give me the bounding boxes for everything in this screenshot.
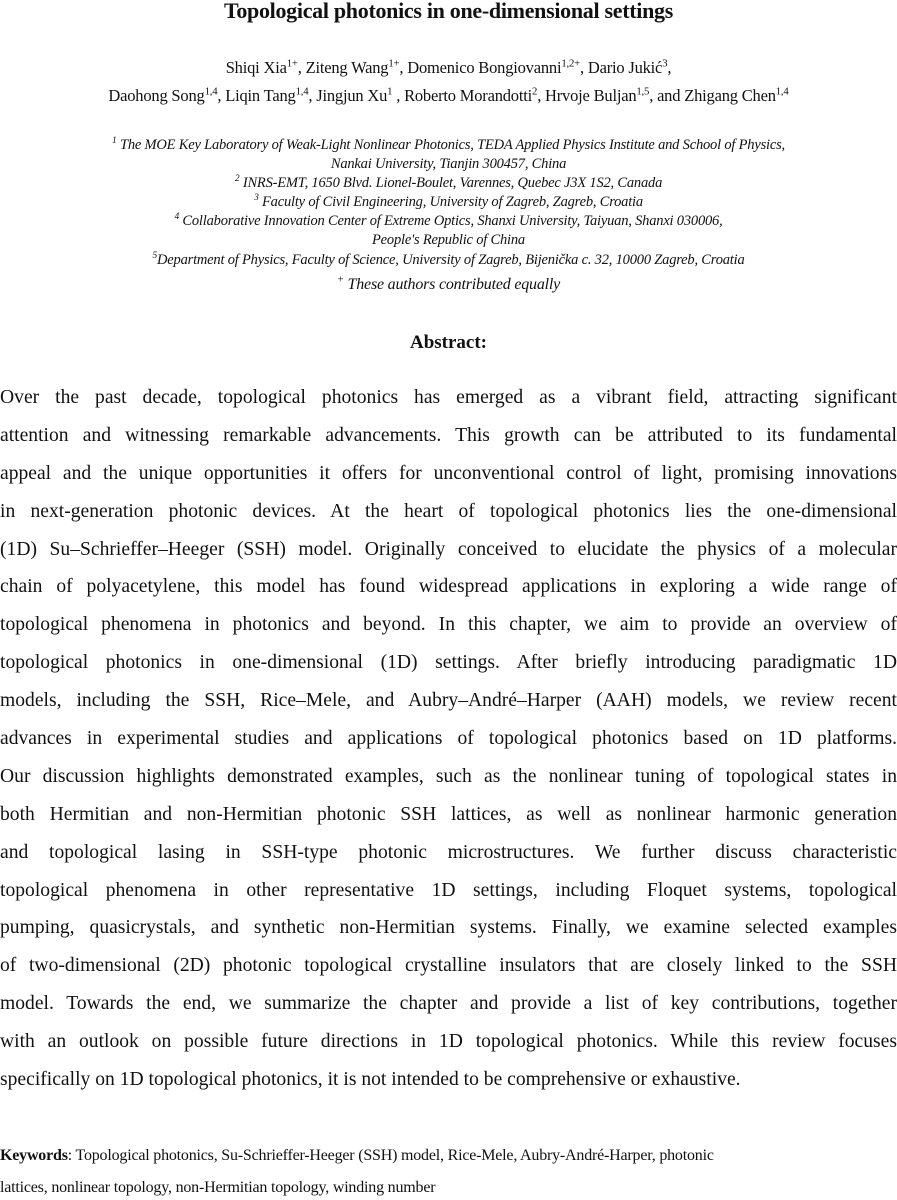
author-name: Jingjun Xu (316, 86, 388, 105)
affiliation-line (0, 194, 897, 211)
keywords-line-1 (0, 1147, 714, 1165)
abstract-line: topological phenomena in other representative 1D settings, including Floquet systems, topological (0, 879, 897, 901)
affiliation-line (0, 137, 897, 154)
abstract-line: with an outlook on possible future directions in 1D topological photonics. While this review focuses (0, 1031, 897, 1053)
abstract-line: (1D) Su–Schrieffer–Heeger (SSH) model. Originally conceived to elucidate the physics of a molecular (0, 538, 897, 560)
author-name: Domenico Bongiovanni (407, 58, 562, 77)
affiliation-number: 1 (112, 136, 117, 147)
abstract-line: topological phenomena in photonics and beyond. In this chapter, we aim to provide an overview of (0, 614, 897, 636)
abstract-line: models, including the SSH, Rice–Mele, and Aubry–André–Harper (AAH) models, we review recent (0, 690, 897, 712)
abstract-line: pumping, quasicrystals, and synthetic non-Hermitian systems. Finally, we examine selected examples (0, 917, 897, 939)
author-affiliation-mark: 3 (662, 57, 668, 70)
abstract-line: chain of polyacetylene, this model has found widespread applications in exploring a wide range of (0, 576, 897, 598)
abstract-line: of two-dimensional (2D) photonic topological crystalline insulators that are closely linked to the SSH (0, 955, 897, 977)
abstract-line: topological photonics in one-dimensional (1D) settings. After briefly introducing paradigmatic 1D (0, 652, 897, 674)
affiliation-text: These authors contributed equally (343, 276, 561, 293)
affiliation-text: People's Republic of China (372, 232, 525, 248)
affiliation-number: 2 (234, 174, 240, 185)
abstract-line: both Hermitian and non-Hermitian photonic SSH lattices, as well as nonlinear harmonic generation (0, 803, 897, 825)
affiliation-line (0, 276, 897, 294)
author-name: Roberto Morandotti (404, 86, 533, 105)
author-affiliation-mark: 1,4 (775, 85, 789, 98)
author-affiliation-mark: 1,4 (204, 85, 218, 98)
abstract-line: Our discussion highlights demonstrated examples, such as the nonlinear tuning of topological states in (0, 765, 897, 787)
affiliation-text: Nankai University, Tianjin 300457, China (330, 156, 567, 172)
author-list-line-2: Daohong Song$^{1,4}$, Liqin Tang$^{1,4}$, Jingjun Xu$^1$ , Roberto Morandotti$^2$, Hrvoje Buljan$^{1,5}$, and Zhigang Chen$^{1,4}$ (108, 85, 789, 105)
author-affiliation-mark: 1,5 (636, 85, 650, 98)
author-affiliation-mark: 1 (387, 85, 393, 98)
abstract-line: model. Towards the end, we summarize the chapter and provide a list of key contributions, together (0, 993, 897, 1015)
affiliation-text: The MOE Key Laboratory of Weak-Light Nonlinear Photonics, TEDA Applied Physics Institute and School of Physics, (116, 137, 785, 153)
affiliation-line (0, 232, 897, 249)
paper-title: Topological photonics in one-dimensional settings (223, 0, 674, 23)
affiliation-text: Faculty of Civil Engineering, University of Zagreb, Zagreb, Croatia (258, 194, 643, 210)
author-name: Ziteng Wang (305, 58, 389, 77)
author-affiliation-mark: 1+ (286, 57, 298, 70)
abstract-line: in next-generation photonic devices. At the heart of topological photonics lies the one-dimensional (0, 500, 897, 522)
author-name: Liqin Tang (225, 86, 296, 105)
affiliation-line (0, 213, 897, 230)
affiliation-text: Collaborative Innovation Center of Extreme Optics, Shanxi University, Taiyuan, Shanxi 030006, (178, 213, 723, 229)
abstract-line: specifically on 1D topological photonics, it is not intended to be comprehensive or exhaustive. (0, 1069, 741, 1091)
author-name: and Zhigang Chen (657, 86, 776, 105)
keywords-line-2: lattices, nonlinear topology, non-Hermitian topology, winding number (0, 1179, 436, 1196)
affiliation-line (0, 252, 897, 269)
affiliation-line (0, 156, 897, 173)
abstract-line: attention and witnessing remarkable advancements. This growth can be attributed to its fundamental (0, 424, 897, 446)
author-name: Hrvoje Buljan (545, 86, 637, 105)
keywords-text: : Topological photonics, Su-Schrieffer-Heeger (SSH) model, Rice-Mele, Aubry-André-Harper, photonic (67, 1147, 714, 1164)
abstract-line: appeal and the unique opportunities it offers for unconventional control of light, promising innovations (0, 462, 897, 484)
abstract-line: and topological lasing in SSH-type photonic microstructures. We further discuss characteristic (0, 841, 897, 863)
abstract-body (0, 383, 897, 1103)
keywords-label: Keywords (0, 1147, 68, 1164)
author-name: Shiqi Xia (225, 58, 287, 77)
affiliation-text: INRS-EMT, 1650 Blvd. Lionel-Boulet, Varennes, Quebec J3X 1S2, Canada (239, 175, 663, 191)
affiliation-line (0, 175, 897, 192)
author-affiliation-mark: 1+ (388, 57, 400, 70)
author-list-line-1: Shiqi Xia$^{1+}$, Ziteng Wang$^{1+}$, Domenico Bongiovanni$^{1,2+}$, Dario Jukić$^3$, (225, 57, 672, 77)
author-affiliation-mark: 1,4 (295, 85, 309, 98)
author-affiliation-mark: 2 (532, 85, 538, 98)
affiliation-number: 5 (152, 251, 158, 262)
abstract-line: advances in experimental studies and applications of topological photonics based on 1D platforms. (0, 728, 897, 750)
author-affiliation-mark: 1,2+ (561, 57, 580, 70)
author-name: Dario Jukić (587, 58, 663, 77)
affiliation-number: 4 (174, 212, 179, 223)
abstract-heading: Abstract: (409, 332, 488, 353)
abstract-line: Over the past decade, topological photonics has emerged as a vibrant field, attracting significant (0, 387, 897, 408)
affiliation-number: + (336, 274, 344, 286)
author-name: Daohong Song (108, 86, 205, 105)
affiliation-number: 3 (254, 193, 259, 204)
affiliation-text: Department of Physics, Faculty of Science, University of Zagreb, Bijenička c. 32, 10000 Zagreb, Croatia (157, 252, 745, 268)
